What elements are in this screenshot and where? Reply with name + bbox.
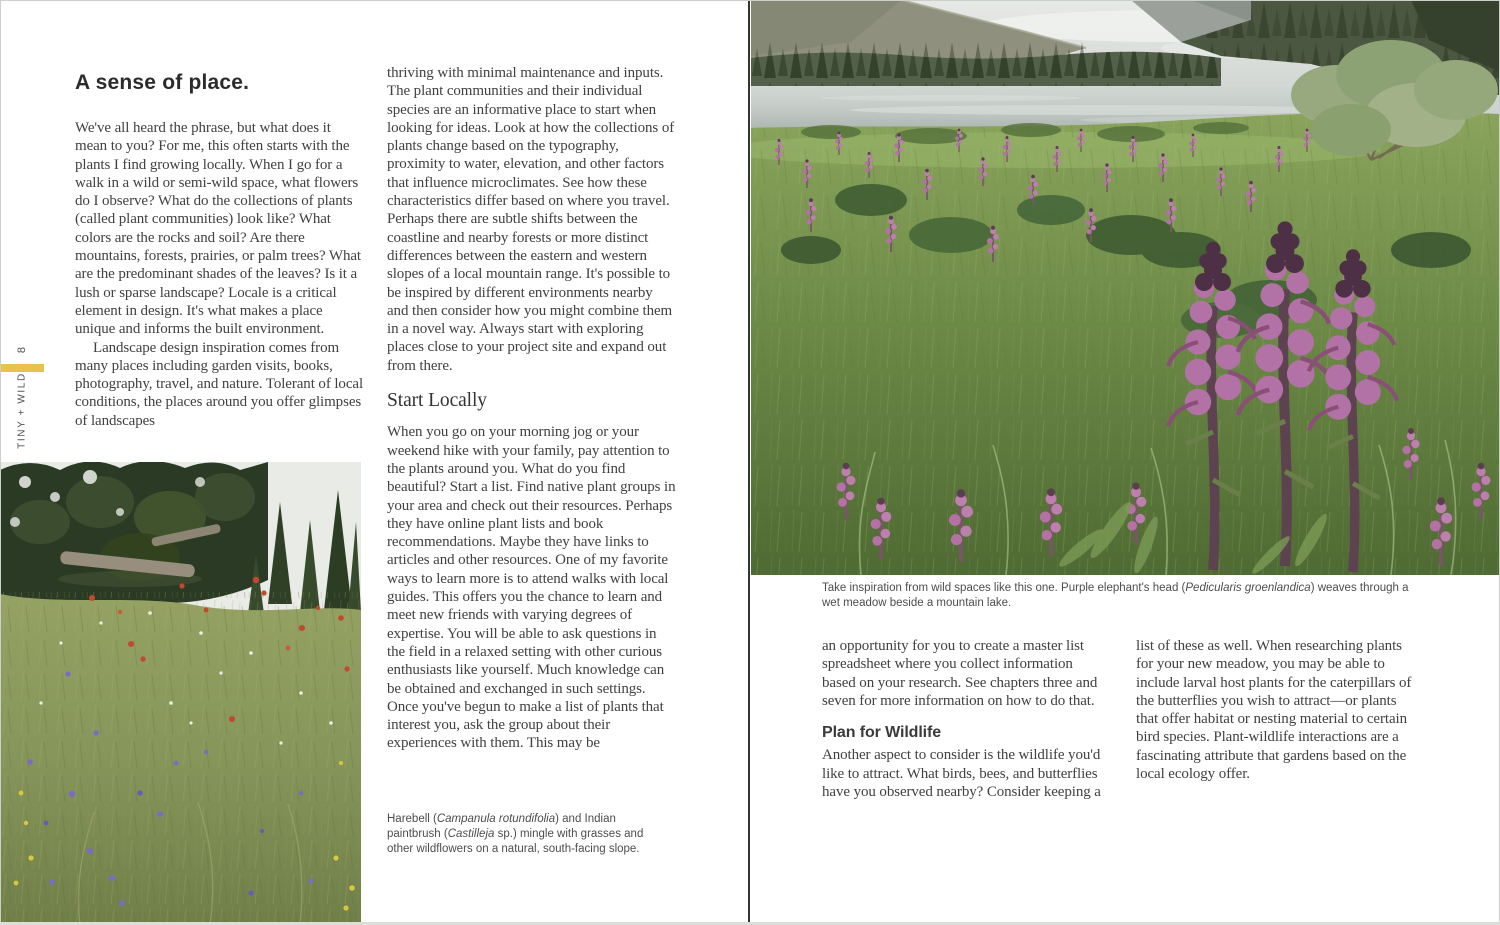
caption-text: ) weaves through a wet meadow beside a mountain lake. <box>822 582 1409 609</box>
body-paragraph: When you go on your morning jog or your weekend hike with your family, pay attention to the plants around you. What do you find beautiful? Start a list. Find native plant groups in your area and check out their resources. Perhaps they have online plant lists and book recommendations. Maybe they have links to articles and other resources. One of my favorite ways to learn more is to attend walks with local guides. This offers you the chance to learn and meet new friends with varying degrees of expertise. You will be able to ask questions in the field in a relaxed setting with other curious enthusiasts like yourself. Much knowledge can be obtained and exchanged in such settings. Once you've begun to make a list of plants that interest you, ask the group about their experiences with them. This may be <box>387 424 676 752</box>
right-text-column-1 <box>822 637 1107 801</box>
book-title-vertical: TINY + WILD <box>16 372 28 449</box>
caption-text: ) and Indian paintbrush ( <box>387 813 616 840</box>
photo-caption <box>822 581 1414 611</box>
body-paragraph: an opportunity for you to create a master list spreadsheet where you collect information based on your research. See chapters three and seven for more information on how to do that. <box>822 638 1098 709</box>
caption-text: sp.) mingle with grasses and other wildflowers on a natural, south-facing slope. <box>387 827 644 855</box>
subsection-heading: Start Locally <box>387 390 487 412</box>
photo-caption <box>387 812 667 856</box>
body-paragraph: thriving with minimal maintenance and inputs. The plant communities and their individual species are an informative place to start when looking for ideas. Look at how the collections of plants change based on the typography, proximity to water, elevation, and other factors that influence microclimates. See how these characteristics differ based on where you travel. Perhaps there are subtle shifts between the coastline and nearby forests or more distinct differences between the eastern and western slopes of a local mountain range. It's possible to be inspired by different environments nearby and then consider how you might combine them in a novel way. Always start with exploring places close to your project site and expand out from there. <box>387 65 675 374</box>
body-paragraph: We've all heard the phrase, but what does it mean to you? For me, this often starts with the plants I find growing locally. When I go for a walk in a wild or semi-wild space, what flowers do I observe? What do the collections of plants (called plant communities) look like? What colors are the rocks and soil? Are there mountains, forests, prairies, or palm trees? What are the predominant shades of the leaves? Is it a lush or sparse landscape? Locale is a critical element in design. It's what makes a place unique and informs the built environment. <box>75 120 361 338</box>
section-heading: A sense of place. <box>75 71 250 94</box>
left-text-column <box>75 119 363 430</box>
species-name: Pedicularis groenlandica <box>1185 582 1311 594</box>
mountain-lake-illustration <box>751 0 1500 575</box>
species-name: Campanula rotundifolia <box>436 813 556 825</box>
caption-text: Take inspiration from wild spaces like this one. Purple elephant's head ( <box>822 582 1186 594</box>
right-text-column-2 <box>1136 637 1422 783</box>
body-paragraph: Landscape design inspiration comes from many places including garden visits, books, photography, travel, and nature. Tolerant of local conditions, the places around you offer glimpses of landscapes <box>75 339 364 429</box>
caption-text: Harebell ( <box>387 813 437 825</box>
body-paragraph: Another aspect to consider is the wildlife you'd like to attract. What birds, bees, and butterflies have you observed nearby? Consider keeping a <box>822 747 1101 801</box>
mountain-lake-photo <box>751 0 1500 575</box>
meadow-slope-illustration <box>0 462 361 925</box>
page-number: 8 <box>16 346 28 354</box>
page-gutter-line <box>748 0 750 925</box>
species-name: Castilleja <box>447 827 495 840</box>
page-edge-left <box>0 0 1 925</box>
page-edge-top <box>0 0 1500 1</box>
meadow-slope-photo <box>0 462 361 925</box>
middle-text-column <box>387 64 677 753</box>
body-paragraph: list of these as well. When researching plants for your new meadow, you may be able to include larval host plants for the caterpillars of the butterflies you wish to attract—or plants that offer habitat or nesting material to certain bird species. Plant-wildlife interactions are a fascinating attribute that gardens based on the local ecology offer. <box>1136 638 1412 783</box>
subsection-heading: Plan for Wildlife <box>822 724 942 742</box>
